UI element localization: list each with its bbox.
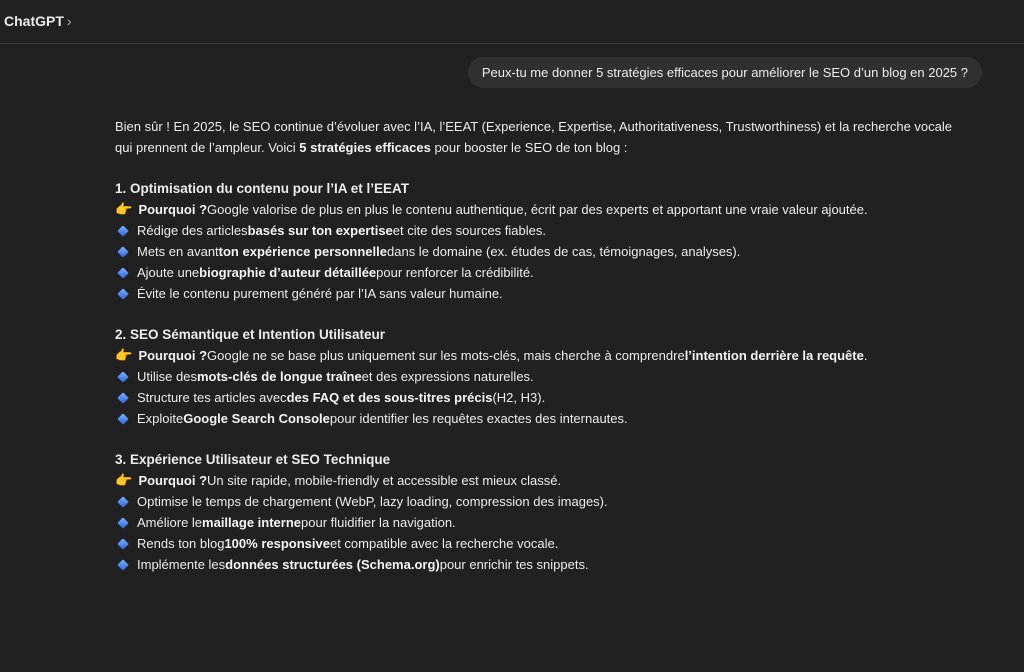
user-message-text: Peux-tu me donner 5 stratégies efficaces pour améliorer le SEO d’un blog en 2025 ? [481, 65, 968, 80]
item-text: Améliore le [137, 515, 203, 530]
model-selector[interactable] [4, 13, 72, 29]
list-item [115, 220, 995, 241]
item-bold: Google Search Console [183, 411, 330, 426]
item-text-end: pour identifier les requêtes exactes des internautes. [329, 411, 628, 426]
item-text: Optimise le temps de chargement (WebP, lazy loading, compression des images). [137, 494, 608, 509]
list-item [115, 512, 995, 533]
item-text-end: et compatible avec la recherche vocale. [329, 536, 559, 551]
item-text: Implémente les [137, 557, 226, 572]
why-label: Pourquoi ? [138, 473, 208, 488]
item-text-end: pour fluidifier la navigation. [301, 515, 456, 530]
top-bar [0, 0, 1024, 44]
why-label: Pourquoi ? [138, 202, 208, 217]
blue-diamond-icon [117, 496, 128, 507]
pointing-hand-icon: 👉 [115, 347, 133, 363]
user-message-bubble [468, 57, 982, 88]
pointing-hand-icon: 👉 [115, 201, 133, 217]
item-bold: données structurées (Schema.org) [225, 557, 440, 572]
list-item [115, 262, 995, 283]
item-text: Structure tes articles avec [137, 390, 287, 405]
item-bold: basés sur ton expertise [247, 223, 393, 238]
why-line [115, 345, 995, 366]
item-bold: biographie d’auteur détaillée [199, 265, 377, 280]
list-item [115, 283, 995, 304]
why-line [115, 199, 995, 220]
section-2 [115, 324, 995, 429]
why-line [115, 470, 995, 491]
item-bold: des FAQ et des sous-titres précis [286, 390, 493, 405]
list-item [115, 366, 995, 387]
why-text: Google valorise de plus en plus le contenu authentique, écrit par des experts et apportant une vraie valeur ajoutée. [207, 202, 868, 217]
why-bold: l’intention derrière la requête [684, 348, 864, 363]
item-bold: mots-clés de longue traîne [196, 369, 362, 384]
section-heading: 2. SEO Sémantique et Intention Utilisateur [115, 327, 386, 342]
list-item [115, 533, 995, 554]
item-text: Utilise des [137, 369, 197, 384]
item-text: Rends ton blog [137, 536, 225, 551]
item-text-end: et cite des sources fiables. [392, 223, 546, 238]
item-text-end: pour renforcer la crédibilité. [376, 265, 534, 280]
item-text: Rédige des articles [137, 223, 248, 238]
item-text: Ajoute une [137, 265, 200, 280]
blue-diamond-icon [117, 392, 128, 403]
intro-line-1: Bien sûr ! En 2025, le SEO continue d’évoluer avec l’IA, l’EEAT (Experience, Expertise, Authoritativeness, Trustworthiness) et la recherche vocale [115, 119, 952, 134]
list-item [115, 241, 995, 262]
item-text-end: dans le domaine (ex. études de cas, témoignages, analyses). [387, 244, 741, 259]
intro-paragraph [115, 116, 995, 158]
blue-diamond-icon [117, 371, 128, 382]
blue-diamond-icon [117, 538, 128, 549]
chevron-right-icon: › [66, 13, 72, 29]
app-title: ChatGPT [4, 13, 64, 29]
why-label: Pourquoi ? [138, 348, 208, 363]
section-heading: 3. Expérience Utilisateur et SEO Technique [115, 452, 391, 467]
intro-bold: 5 stratégies efficaces [299, 140, 431, 155]
why-text-end: . [863, 348, 868, 363]
blue-diamond-icon [117, 559, 128, 570]
blue-diamond-icon [117, 288, 128, 299]
item-bold: 100% responsive [224, 536, 330, 551]
blue-diamond-icon [117, 517, 128, 528]
intro-line-2-end: pour booster le SEO de ton blog : [430, 140, 628, 155]
list-item [115, 554, 995, 575]
item-text-end: et des expressions naturelles. [361, 369, 534, 384]
list-item [115, 408, 995, 429]
pointing-hand-icon: 👉 [115, 472, 133, 488]
assistant-response [115, 116, 995, 595]
why-text: Un site rapide, mobile-friendly et accessible est mieux classé. [207, 473, 562, 488]
item-text: Mets en avant [137, 244, 219, 259]
blue-diamond-icon [117, 267, 128, 278]
section-1 [115, 178, 995, 304]
section-3 [115, 449, 995, 575]
item-bold: maillage interne [202, 515, 302, 530]
item-text: Exploite [137, 411, 184, 426]
blue-diamond-icon [117, 413, 128, 424]
blue-diamond-icon [117, 246, 128, 257]
why-text: Google ne se base plus uniquement sur les mots-clés, mais cherche à comprendre [207, 348, 685, 363]
intro-line-2: qui prennent de l’ampleur. Voici [115, 140, 300, 155]
item-bold: ton expérience personnelle [218, 244, 387, 259]
item-text-end: (H2, H3). [492, 390, 546, 405]
list-item [115, 491, 995, 512]
item-text-end: pour enrichir tes snippets. [439, 557, 589, 572]
blue-diamond-icon [117, 225, 128, 236]
item-text: Évite le contenu purement généré par l’IA sans valeur humaine. [137, 286, 503, 301]
section-heading: 1. Optimisation du contenu pour l’IA et l’EEAT [115, 181, 410, 196]
list-item [115, 387, 995, 408]
